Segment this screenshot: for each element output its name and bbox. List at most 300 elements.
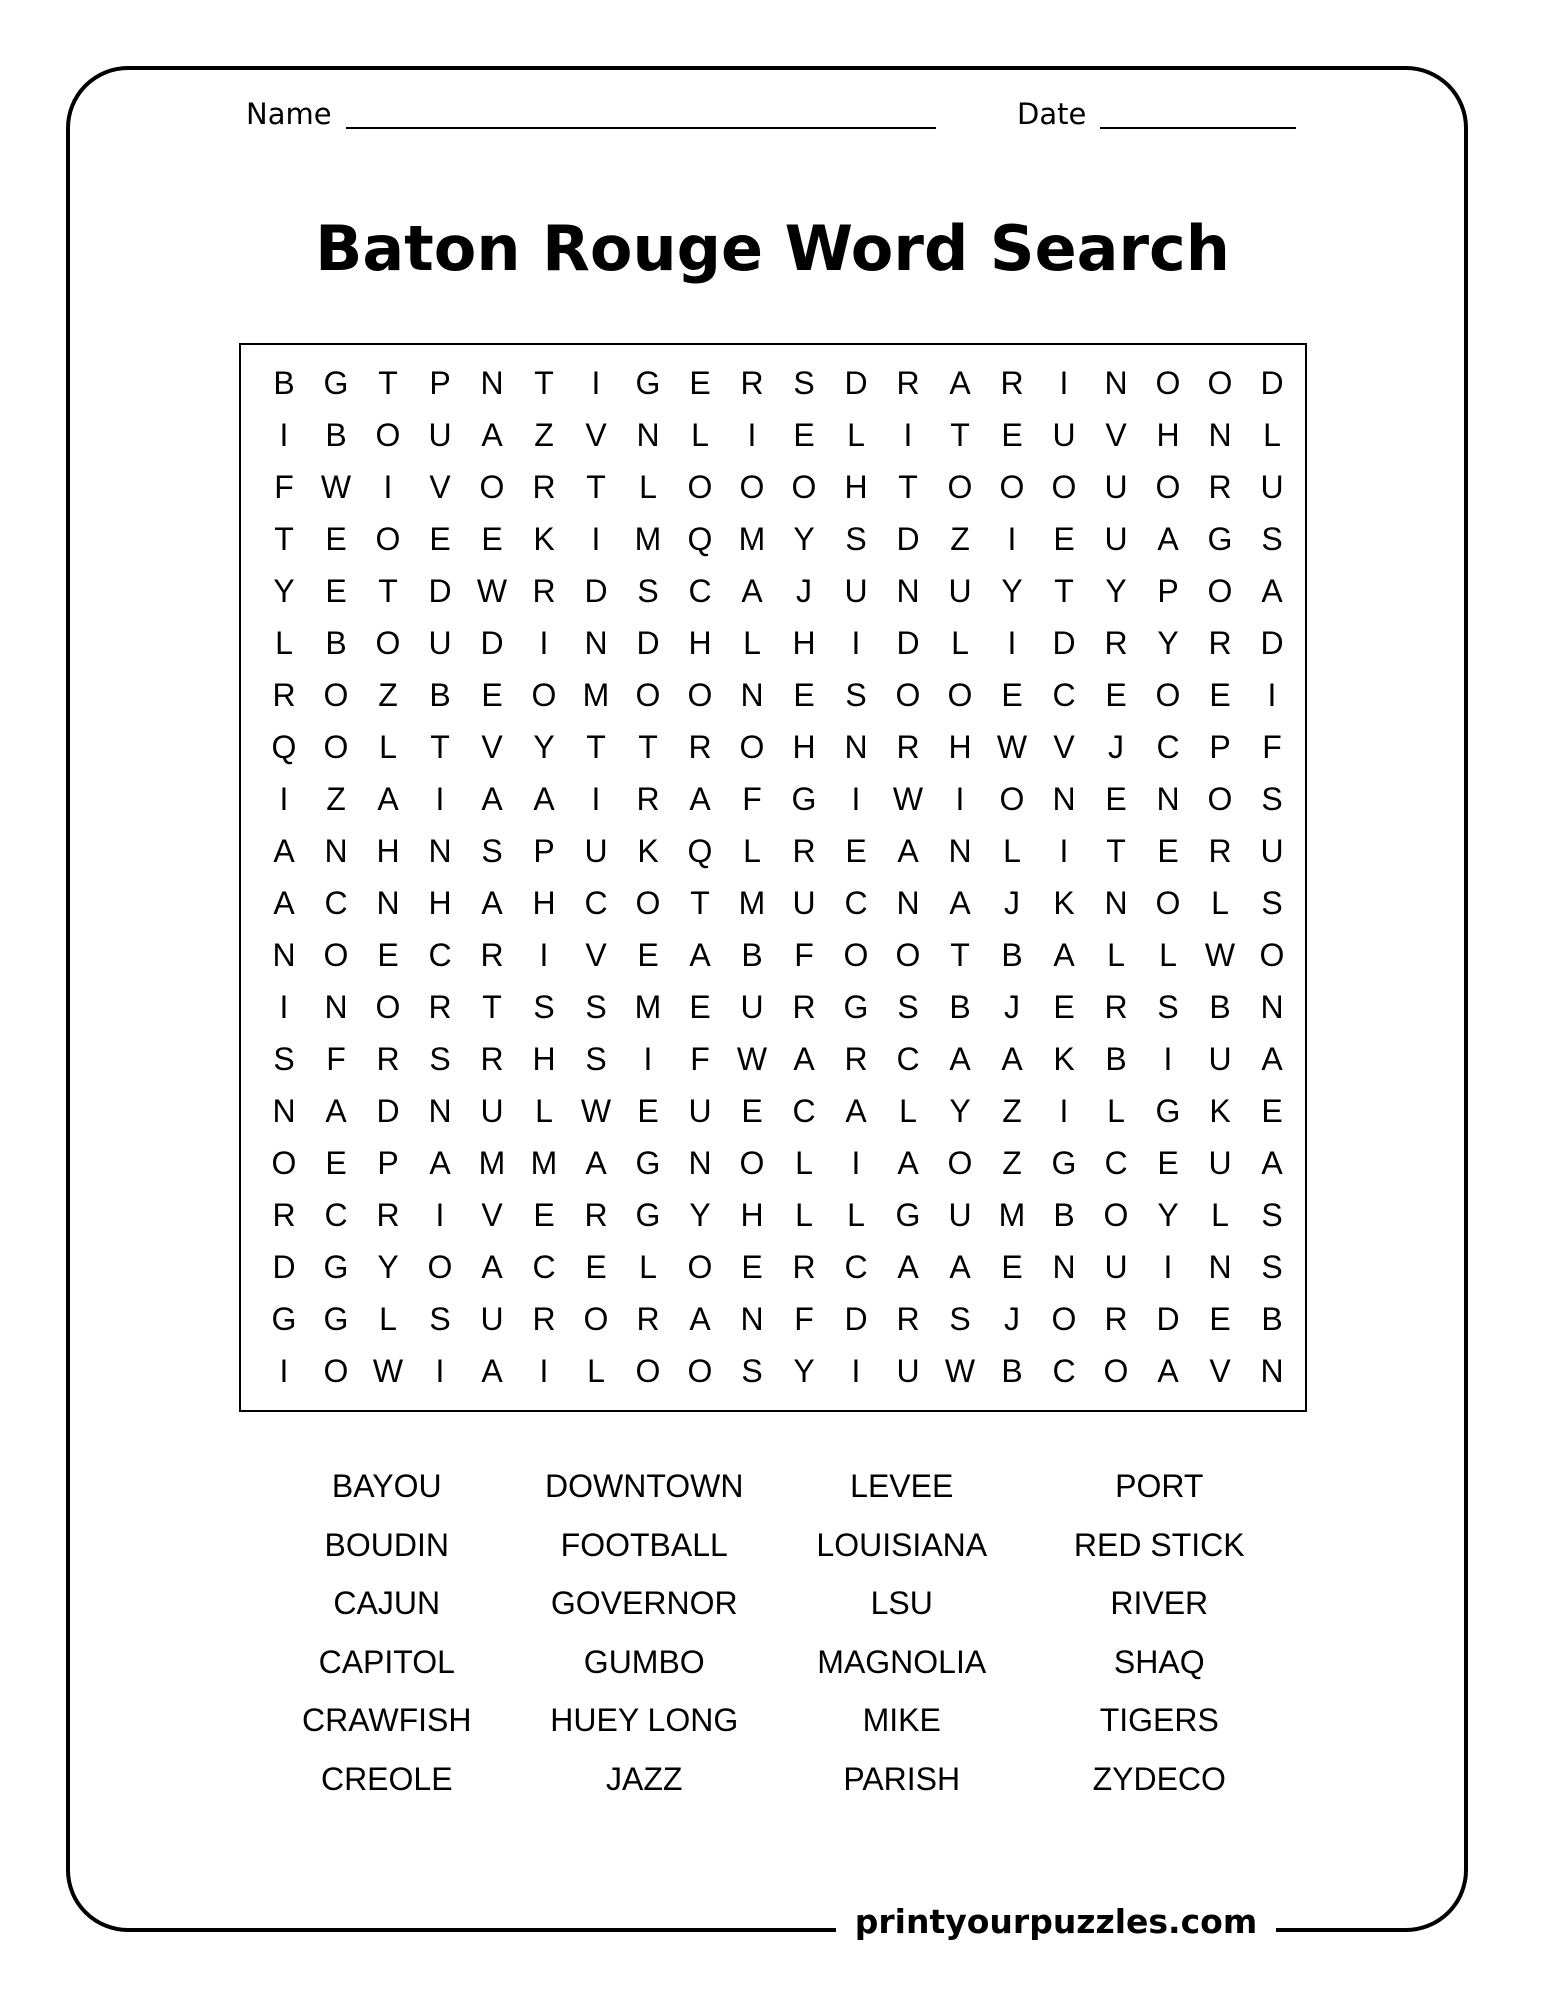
grid-letter: B <box>1053 1197 1075 1233</box>
grid-letter: O <box>323 1353 349 1389</box>
grid-letter: B <box>741 937 763 973</box>
page-title: Baton Rouge Word Search <box>315 212 1230 285</box>
grid-letter: O <box>583 1301 609 1337</box>
grid-letter: U <box>688 1093 712 1129</box>
grid-letter: E <box>1157 833 1179 869</box>
grid-letter: O <box>323 937 349 973</box>
grid-letter: A <box>1001 1041 1023 1077</box>
grid-letter: L <box>743 625 761 661</box>
grid-letter: I <box>279 989 289 1025</box>
grid-letter: S <box>897 989 919 1025</box>
grid-letter: E <box>481 677 503 713</box>
grid-letter: R <box>272 1197 296 1233</box>
grid-letter: O <box>999 781 1025 817</box>
grid-letter: I <box>851 781 861 817</box>
grid-letter: U <box>1104 469 1128 505</box>
date-field <box>1017 97 1296 131</box>
grid-letter: O <box>323 677 349 713</box>
grid-letter: E <box>481 521 503 557</box>
grid-letter: W <box>996 729 1028 765</box>
grid-letter: Z <box>1002 1145 1022 1181</box>
grid-letter: S <box>481 833 503 869</box>
grid-letter: L <box>691 417 709 453</box>
grid-letter: O <box>1207 365 1233 401</box>
grid-letter: U <box>844 573 868 609</box>
grid-letter: A <box>481 417 503 453</box>
grid-letter: T <box>586 469 606 505</box>
grid-letter: M <box>634 521 662 557</box>
grid-letter: G <box>271 1301 297 1337</box>
grid-letter: E <box>533 1197 555 1233</box>
grid-letter: R <box>480 937 504 973</box>
grid-letter: G <box>635 1197 661 1233</box>
grid-letter: O <box>375 625 401 661</box>
grid-letter: I <box>435 781 445 817</box>
grid-letter: U <box>480 1093 504 1129</box>
grid-letter: T <box>1054 573 1074 609</box>
word-list-item: PARISH <box>843 1760 961 1797</box>
grid-letter: O <box>635 677 661 713</box>
grid-letter: I <box>591 365 601 401</box>
grid-letter: P <box>1209 729 1231 765</box>
grid-letter: S <box>1261 885 1283 921</box>
grid-letter: T <box>690 885 710 921</box>
grid-letter: F <box>274 469 294 505</box>
grid-letter: O <box>1155 365 1181 401</box>
word-list-item: HUEY LONG <box>550 1702 739 1738</box>
grid-letter: E <box>1209 1301 1231 1337</box>
grid-letter: J <box>796 573 812 609</box>
grid-letter: S <box>845 521 867 557</box>
grid-letter: A <box>1261 573 1283 609</box>
grid-letter: T <box>586 729 606 765</box>
grid-letter: D <box>584 573 608 609</box>
grid-letter: E <box>637 1093 659 1129</box>
grid-letter: E <box>1001 1249 1023 1285</box>
grid-letter: A <box>1053 937 1075 973</box>
grid-letter: O <box>479 469 505 505</box>
grid-letter: A <box>689 781 711 817</box>
grid-letter: S <box>793 365 815 401</box>
grid-letter: A <box>1157 1353 1179 1389</box>
grid-letter: L <box>1107 937 1125 973</box>
grid-letter: A <box>325 1093 347 1129</box>
grid-letter: D <box>1052 625 1076 661</box>
grid-letter: E <box>325 573 347 609</box>
grid-letter: E <box>1261 1093 1283 1129</box>
grid-letter: O <box>427 1249 453 1285</box>
grid-letter: L <box>639 1249 657 1285</box>
grid-letter: Y <box>793 1353 815 1389</box>
grid-letter: N <box>1156 781 1180 817</box>
grid-letter: Q <box>271 729 297 765</box>
grid-letter: F <box>794 937 814 973</box>
grid-letter: L <box>535 1093 553 1129</box>
grid-letter: H <box>532 1041 556 1077</box>
word-list-item: CRAWFISH <box>302 1702 472 1738</box>
grid-letter: A <box>585 1145 607 1181</box>
grid-letter: H <box>1156 417 1180 453</box>
name-field <box>246 97 936 131</box>
grid-letter: E <box>793 677 815 713</box>
grid-letter: W <box>476 573 508 609</box>
grid-letter: O <box>531 677 557 713</box>
grid-letter: M <box>634 989 662 1025</box>
grid-letter: W <box>1204 937 1236 973</box>
grid-letter: U <box>740 989 764 1025</box>
grid-letter: N <box>1104 365 1128 401</box>
grid-letter: V <box>481 729 503 765</box>
footer-site: printyourpuzzles.com <box>836 1893 1276 1949</box>
grid-letter: L <box>1211 885 1229 921</box>
grid-letter: M <box>738 521 766 557</box>
grid-letter: I <box>851 1353 861 1389</box>
grid-letter: B <box>1209 989 1231 1025</box>
word-list-item: PORT <box>1115 1468 1204 1504</box>
grid-letter: R <box>896 1301 920 1337</box>
grid-letter: D <box>428 573 452 609</box>
grid-letter: J <box>1004 1301 1020 1337</box>
word-list-item: RIVER <box>1110 1585 1209 1621</box>
grid-letter: R <box>584 1197 608 1233</box>
grid-letter: U <box>1104 1249 1128 1285</box>
grid-letter: T <box>534 365 554 401</box>
grid-letter: Y <box>533 729 555 765</box>
grid-letter: I <box>1163 1041 1173 1077</box>
grid-letter: L <box>847 1197 865 1233</box>
grid-letter: K <box>637 833 659 869</box>
grid-letter: T <box>378 573 398 609</box>
grid-letter: D <box>896 521 920 557</box>
grid-letter: Q <box>687 521 713 557</box>
grid-letter: N <box>740 1301 764 1337</box>
grid-letter: I <box>539 625 549 661</box>
grid-letter: R <box>1104 625 1128 661</box>
grid-letter: Z <box>1002 1093 1022 1129</box>
grid-letter: D <box>896 625 920 661</box>
word-list-item: MAGNOLIA <box>817 1643 987 1680</box>
grid-letter: R <box>1208 625 1232 661</box>
grid-letter: F <box>794 1301 814 1337</box>
grid-letter: A <box>949 885 971 921</box>
grid-letter: I <box>383 469 393 505</box>
grid-letter: D <box>376 1093 400 1129</box>
grid-letter: J <box>1108 729 1124 765</box>
grid-letter: R <box>1000 365 1024 401</box>
grid-letter: I <box>1007 521 1017 557</box>
grid-letter: E <box>325 521 347 557</box>
grid-letter: R <box>376 1041 400 1077</box>
grid-letter: N <box>1052 781 1076 817</box>
grid-letter: P <box>429 365 451 401</box>
grid-letter: S <box>585 1041 607 1077</box>
grid-letter: O <box>739 469 765 505</box>
grid-letter: S <box>429 1041 451 1077</box>
grid-letter: O <box>687 677 713 713</box>
grid-letter: Y <box>1001 573 1023 609</box>
grid-letter: L <box>1107 1093 1125 1129</box>
grid-letter: I <box>643 1041 653 1077</box>
grid-letter: H <box>688 625 712 661</box>
grid-letter: C <box>428 937 452 973</box>
grid-letter: O <box>687 469 713 505</box>
grid-letter: U <box>792 885 816 921</box>
grid-letter: O <box>1103 1353 1129 1389</box>
grid-letter: V <box>585 417 607 453</box>
grid-letter: S <box>1261 1249 1283 1285</box>
grid-letter: O <box>1207 781 1233 817</box>
grid-letter: N <box>324 833 348 869</box>
grid-letter: I <box>1059 365 1069 401</box>
grid-letter: U <box>896 1353 920 1389</box>
grid-letter: I <box>851 625 861 661</box>
word-list-item: JAZZ <box>606 1760 683 1797</box>
grid-letter: C <box>688 573 712 609</box>
grid-letter: U <box>1208 1041 1232 1077</box>
grid-letter: T <box>378 365 398 401</box>
grid-letter: T <box>430 729 450 765</box>
grid-letter: T <box>1106 833 1126 869</box>
grid-letter: V <box>1209 1353 1231 1389</box>
grid-letter: A <box>429 1145 451 1181</box>
grid-letter: N <box>1208 1249 1232 1285</box>
grid-letter: Y <box>1157 1197 1179 1233</box>
grid-letter: O <box>635 1353 661 1389</box>
grid-letter: S <box>637 573 659 609</box>
grid-letter: I <box>903 417 913 453</box>
grid-letter: N <box>376 885 400 921</box>
grid-letter: K <box>533 521 555 557</box>
grid-letter: S <box>429 1301 451 1337</box>
grid-letter: L <box>1211 1197 1229 1233</box>
grid-letter: E <box>741 1093 763 1129</box>
grid-letter: G <box>1207 521 1233 557</box>
grid-letter: R <box>636 781 660 817</box>
grid-letter: G <box>323 1301 349 1337</box>
grid-letter: N <box>324 989 348 1025</box>
grid-letter: I <box>279 1353 289 1389</box>
word-list-item: DOWNTOWN <box>545 1468 744 1504</box>
grid-letter: R <box>376 1197 400 1233</box>
grid-letter: R <box>272 677 296 713</box>
grid-letter: D <box>636 625 660 661</box>
grid-letter: I <box>747 417 757 453</box>
grid-letter: R <box>792 1249 816 1285</box>
grid-letter: S <box>741 1353 763 1389</box>
grid-letter: U <box>480 1301 504 1337</box>
grid-letter: S <box>1261 781 1283 817</box>
date-line <box>1100 101 1296 129</box>
puzzle-grid-box <box>239 343 1307 1412</box>
grid-letter: T <box>482 989 502 1025</box>
grid-letter: O <box>1207 573 1233 609</box>
grid-letter: O <box>843 937 869 973</box>
grid-letter: O <box>687 1353 713 1389</box>
grid-letter: D <box>844 365 868 401</box>
grid-letter: N <box>1208 417 1232 453</box>
grid-letter: D <box>1156 1301 1180 1337</box>
grid-letter: I <box>1163 1249 1173 1285</box>
grid-letter: F <box>1262 729 1282 765</box>
grid-letter: Y <box>949 1093 971 1129</box>
grid-letter: R <box>428 989 452 1025</box>
grid-letter: W <box>320 469 352 505</box>
grid-letter: Y <box>1157 625 1179 661</box>
grid-letter: K <box>1053 1041 1075 1077</box>
grid-letter: L <box>379 729 397 765</box>
grid-letter: N <box>428 833 452 869</box>
grid-letter: Z <box>534 417 554 453</box>
grid-letter: O <box>1051 469 1077 505</box>
grid-letter: C <box>532 1249 556 1285</box>
grid-letter: I <box>591 781 601 817</box>
grid-letter: L <box>379 1301 397 1337</box>
grid-letter: E <box>689 989 711 1025</box>
grid-letter: E <box>585 1249 607 1285</box>
grid-letter: N <box>1260 989 1284 1025</box>
grid-letter: A <box>793 1041 815 1077</box>
grid-letter: F <box>742 781 762 817</box>
grid-letter: W <box>892 781 924 817</box>
grid-letter: O <box>1155 677 1181 713</box>
grid-letter: C <box>1052 677 1076 713</box>
grid-letter: C <box>324 1197 348 1233</box>
grid-letter: R <box>896 729 920 765</box>
grid-letter: O <box>739 729 765 765</box>
grid-letter: N <box>896 885 920 921</box>
grid-letter: H <box>428 885 452 921</box>
grid-letter: E <box>1053 521 1075 557</box>
grid-letter: O <box>375 417 401 453</box>
grid-letter: Y <box>1105 573 1127 609</box>
grid-letter: B <box>949 989 971 1025</box>
grid-letter: E <box>741 1249 763 1285</box>
grid-letter: U <box>948 573 972 609</box>
grid-letter: R <box>740 365 764 401</box>
grid-letter: H <box>948 729 972 765</box>
grid-letter: N <box>1052 1249 1076 1285</box>
grid-letter: I <box>539 1353 549 1389</box>
grid-letter: Q <box>687 833 713 869</box>
grid-letter: R <box>688 729 712 765</box>
grid-letter: A <box>949 365 971 401</box>
grid-letter: G <box>635 1145 661 1181</box>
grid-letter: L <box>639 469 657 505</box>
grid-letter: K <box>1053 885 1075 921</box>
grid-letter: I <box>1059 833 1069 869</box>
grid-letter: I <box>435 1353 445 1389</box>
grid-letter: M <box>582 677 610 713</box>
grid-letter: G <box>1155 1093 1181 1129</box>
grid-letter: G <box>323 1249 349 1285</box>
grid-letter: O <box>947 1145 973 1181</box>
grid-letter: A <box>481 885 503 921</box>
grid-letter: V <box>1105 417 1127 453</box>
grid-letter: I <box>1267 677 1277 713</box>
grid-letter: O <box>271 1145 297 1181</box>
puzzle-grid <box>258 357 1298 1397</box>
grid-letter: F <box>326 1041 346 1077</box>
grid-letter: O <box>895 677 921 713</box>
grid-letter: A <box>481 1249 503 1285</box>
grid-letter: R <box>480 1041 504 1077</box>
grid-letter: O <box>1259 937 1285 973</box>
grid-letter: O <box>999 469 1025 505</box>
grid-letter: P <box>533 833 555 869</box>
grid-letter: S <box>1157 989 1179 1025</box>
grid-letter: A <box>481 781 503 817</box>
grid-letter: C <box>896 1041 920 1077</box>
grid-letter: S <box>845 677 867 713</box>
grid-letter: O <box>1103 1197 1129 1233</box>
word-list-item: LSU <box>870 1585 933 1621</box>
word-list-item: LOUISIANA <box>816 1526 988 1563</box>
grid-letter: E <box>1157 1145 1179 1181</box>
grid-letter: G <box>791 781 817 817</box>
grid-letter: W <box>580 1093 612 1129</box>
grid-letter: B <box>1001 937 1023 973</box>
grid-letter: O <box>375 521 401 557</box>
grid-letter: A <box>481 1353 503 1389</box>
grid-letter: O <box>1155 469 1181 505</box>
grid-letter: R <box>792 833 816 869</box>
word-list-item: SHAQ <box>1113 1643 1205 1680</box>
word-list-item: RED STICK <box>1073 1526 1245 1563</box>
grid-letter: E <box>1105 781 1127 817</box>
grid-letter: E <box>793 417 815 453</box>
grid-letter: O <box>375 989 401 1025</box>
grid-letter: C <box>324 885 348 921</box>
word-list-item: TIGERS <box>1099 1702 1219 1738</box>
grid-letter: E <box>637 937 659 973</box>
grid-letter: V <box>481 1197 503 1233</box>
grid-letter: U <box>428 625 452 661</box>
grid-letter: L <box>899 1093 917 1129</box>
grid-letter: A <box>949 1041 971 1077</box>
grid-letter: I <box>279 417 289 453</box>
grid-letter: V <box>1053 729 1075 765</box>
grid-letter: D <box>272 1249 296 1285</box>
grid-letter: N <box>428 1093 452 1129</box>
grid-letter: M <box>998 1197 1026 1233</box>
grid-letter: A <box>533 781 555 817</box>
grid-letter: S <box>585 989 607 1025</box>
date-label: Date <box>1017 97 1087 131</box>
grid-letter: H <box>532 885 556 921</box>
grid-letter: N <box>740 677 764 713</box>
grid-letter: D <box>1260 625 1284 661</box>
grid-letter: O <box>323 729 349 765</box>
grid-letter: S <box>949 1301 971 1337</box>
grid-letter: D <box>844 1301 868 1337</box>
word-list <box>258 1470 1288 1821</box>
grid-letter: E <box>845 833 867 869</box>
grid-letter: Y <box>273 573 295 609</box>
grid-letter: N <box>272 1093 296 1129</box>
grid-letter: C <box>792 1093 816 1129</box>
word-list-item: CREOLE <box>320 1760 453 1797</box>
grid-letter: L <box>795 1145 813 1181</box>
grid-letter: A <box>377 781 399 817</box>
grid-letter: G <box>1051 1145 1077 1181</box>
grid-letter: I <box>279 781 289 817</box>
grid-letter: S <box>273 1041 295 1077</box>
grid-letter: Y <box>793 521 815 557</box>
grid-letter: R <box>1104 1301 1128 1337</box>
grid-letter: E <box>1105 677 1127 713</box>
grid-letter: H <box>792 625 816 661</box>
grid-letter: P <box>377 1145 399 1181</box>
